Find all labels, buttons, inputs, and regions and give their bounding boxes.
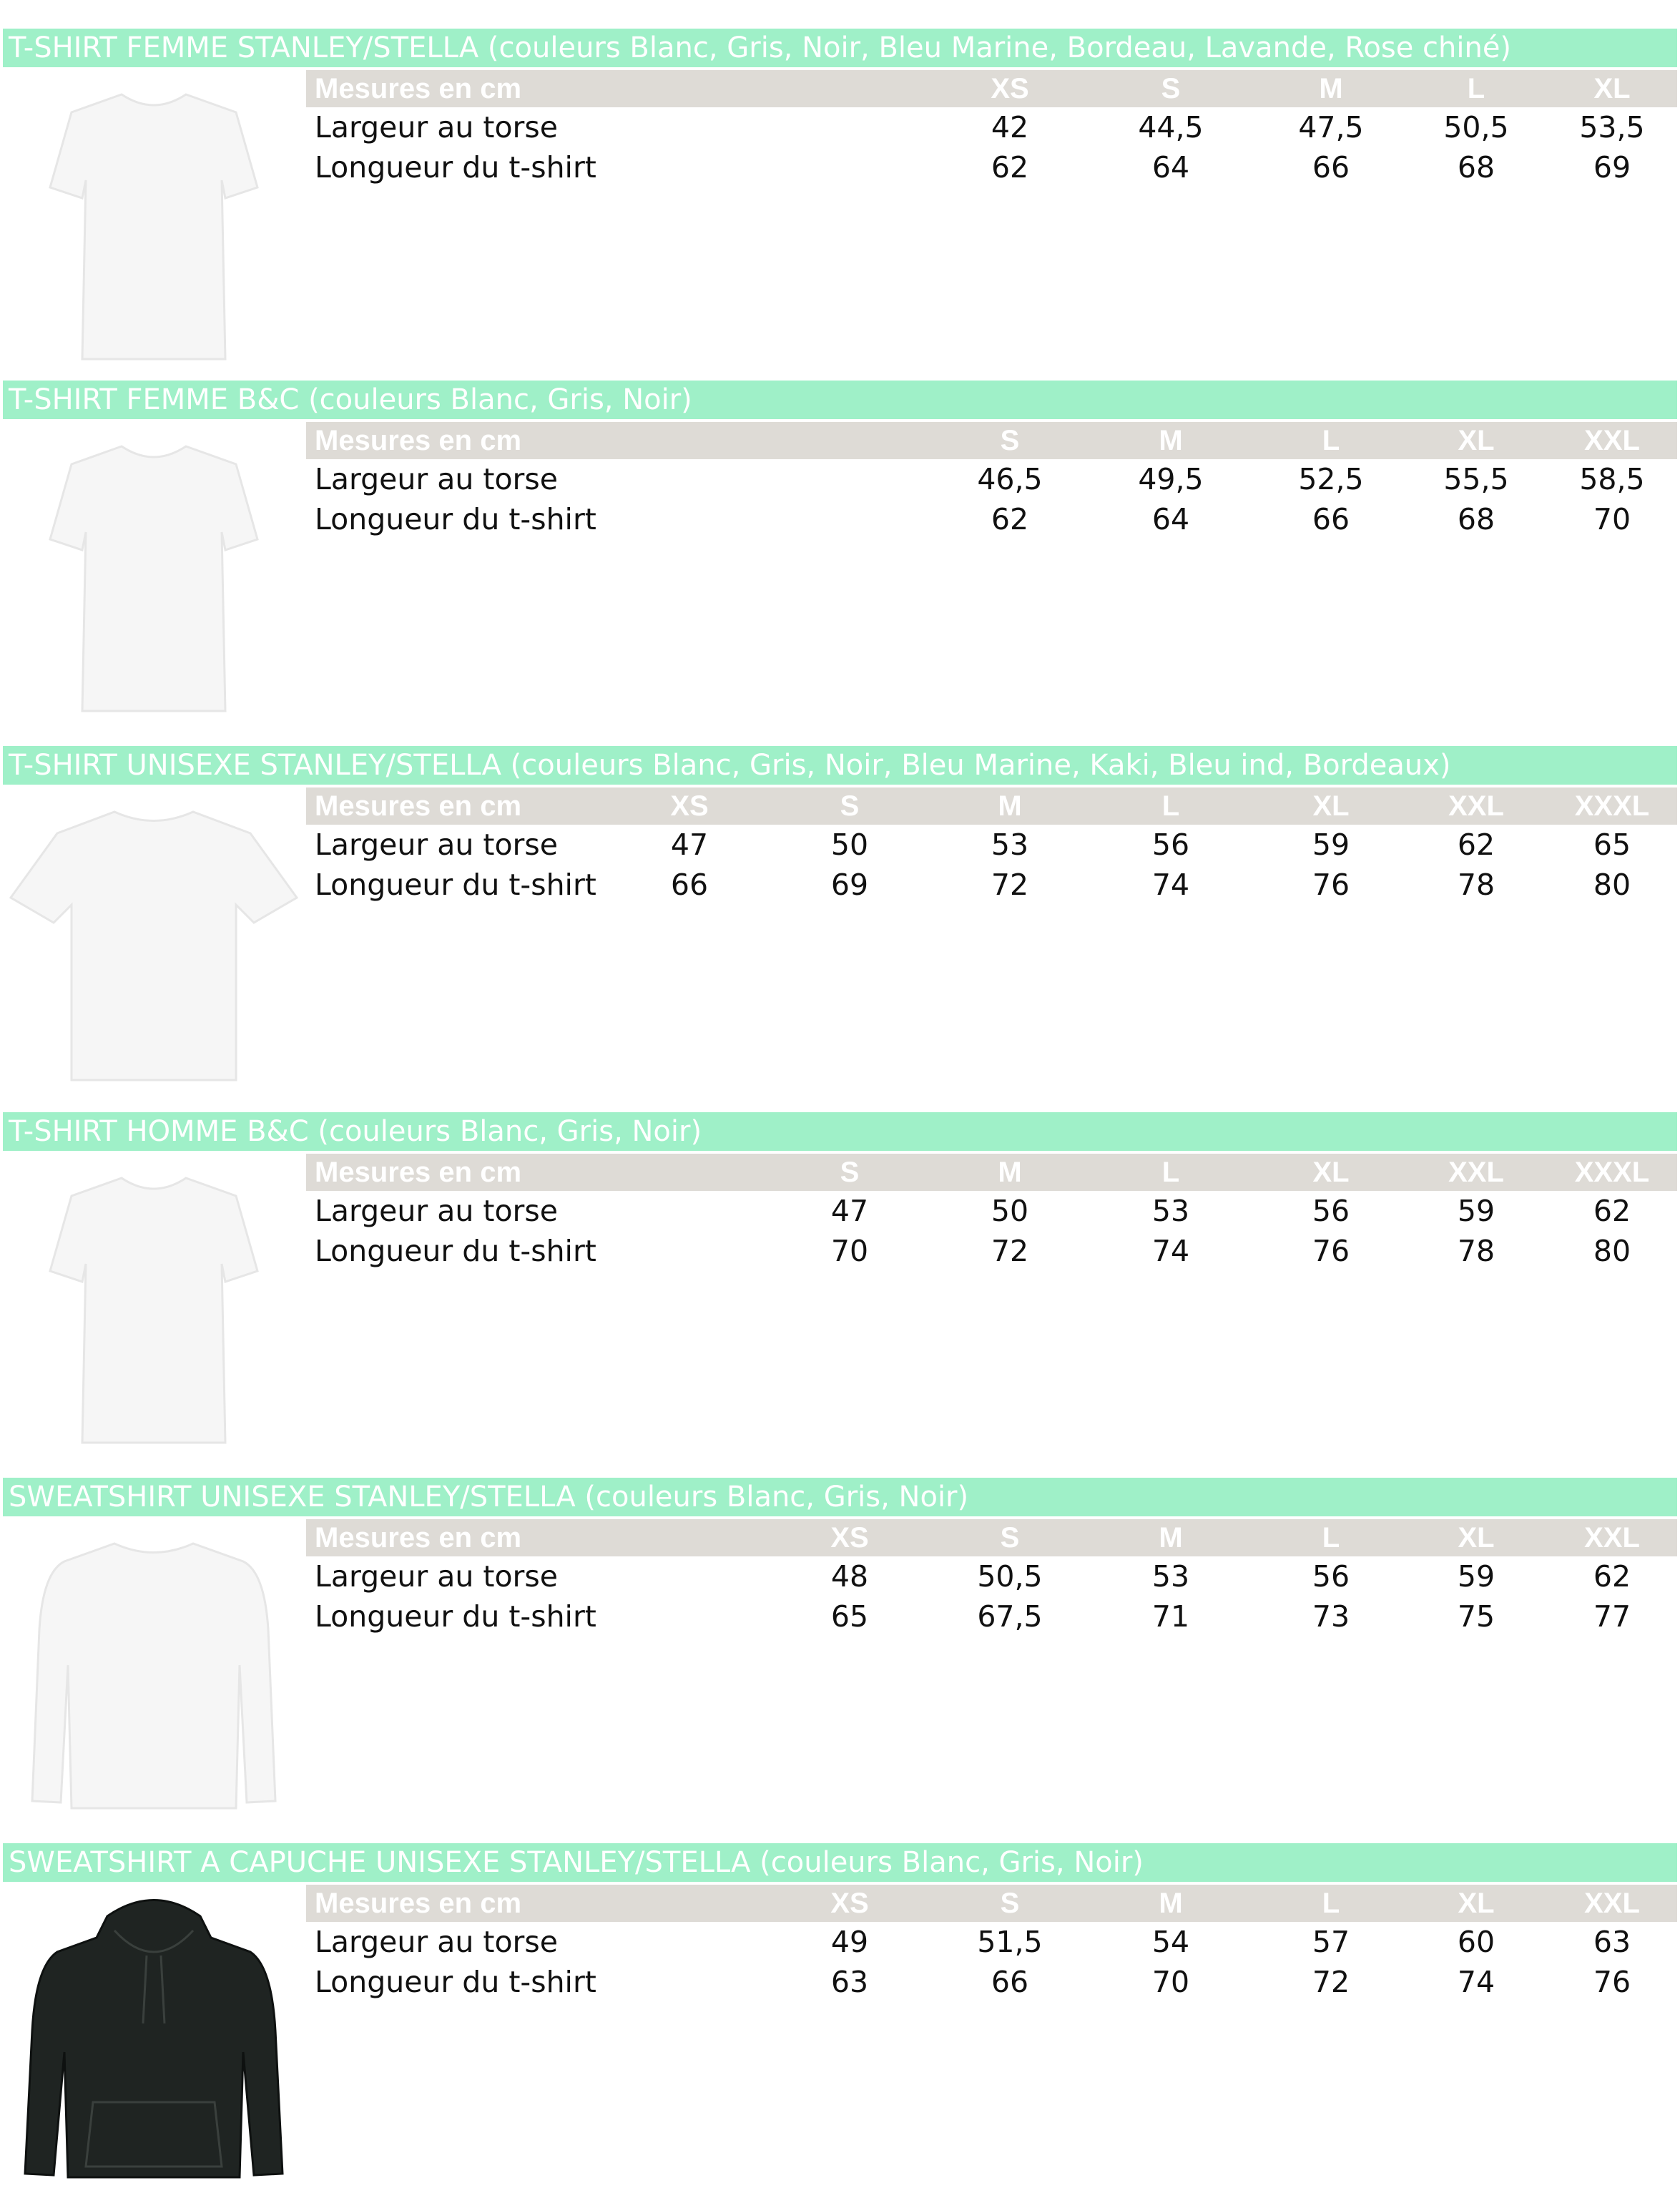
- table-row: [306, 1922, 1677, 1962]
- measure-cell: 62: [1593, 1559, 1631, 1594]
- table-row: [306, 825, 1677, 865]
- size-header-cell: M: [1319, 73, 1343, 104]
- header-label: Mesures en cm: [315, 425, 522, 456]
- size-section: [0, 1112, 1680, 1477]
- measure-cell: 64: [1151, 150, 1190, 185]
- section-title: T-SHIRT UNISEXE STANLEY/STELLA (couleurs Blanc, Gris, Noir, Bleu Marine, Kaki, Bleu ind, Bordeaux): [3, 746, 1677, 785]
- table-row: [306, 499, 1677, 539]
- size-header-cell: XXL: [1584, 1522, 1640, 1554]
- measure-cell: 56: [1312, 1559, 1350, 1594]
- row-label: Longueur du t-shirt: [315, 502, 596, 536]
- size-section: [0, 746, 1680, 1111]
- size-header-cell: XL: [1593, 73, 1631, 104]
- measure-cell: 76: [1312, 1234, 1350, 1268]
- measure-cell: 59: [1457, 1559, 1495, 1594]
- size-header-cell: S: [1000, 1522, 1020, 1554]
- measure-cell: 71: [1151, 1599, 1190, 1634]
- table-row: [306, 1556, 1677, 1596]
- measure-cell: 50: [830, 828, 869, 862]
- measure-cell: 69: [1593, 150, 1631, 185]
- table-row: [306, 459, 1677, 499]
- size-header-cell: XXXL: [1574, 790, 1650, 822]
- measure-cell: 76: [1312, 868, 1350, 902]
- measure-cell: 53,5: [1579, 110, 1645, 144]
- measure-cell: 75: [1457, 1599, 1495, 1634]
- size-header-cell: XXXL: [1574, 1157, 1650, 1188]
- section-title: T-SHIRT FEMME B&C (couleurs Blanc, Gris, Noir): [3, 381, 1677, 419]
- size-header-cell: XXL: [1584, 1888, 1640, 1919]
- measure-cell: 59: [1312, 828, 1350, 862]
- measure-cell: 74: [1151, 1234, 1190, 1268]
- measure-cell: 53: [1151, 1194, 1190, 1228]
- measure-cell: 57: [1312, 1925, 1350, 1959]
- size-header-cell: M: [998, 790, 1022, 822]
- measure-cell: 58,5: [1579, 462, 1645, 496]
- measure-cell: 62: [1593, 1194, 1631, 1228]
- size-table: [306, 1154, 1677, 1271]
- row-label: Longueur du t-shirt: [315, 1234, 596, 1268]
- measure-cell: 64: [1151, 502, 1190, 536]
- size-header-cell: XL: [1458, 1888, 1495, 1919]
- measure-cell: 66: [991, 1965, 1029, 1999]
- measure-cell: 53: [991, 828, 1029, 862]
- table-header-row: [306, 787, 1677, 825]
- measure-cell: 66: [1312, 502, 1350, 536]
- size-header-cell: XS: [830, 1522, 869, 1554]
- size-header-cell: M: [1159, 1888, 1183, 1919]
- size-table: [306, 422, 1677, 539]
- row-label: Largeur au torse: [315, 828, 558, 862]
- table-row: [306, 1231, 1677, 1271]
- size-header-cell: L: [1161, 790, 1180, 822]
- measure-cell: 46,5: [977, 462, 1043, 496]
- tshirt-unisex-white-icon: [7, 790, 300, 1091]
- header-label: Mesures en cm: [315, 1522, 522, 1554]
- header-label: Mesures en cm: [315, 73, 522, 104]
- size-header-cell: L: [1467, 73, 1485, 104]
- size-table: [306, 70, 1677, 187]
- measure-cell: 51,5: [977, 1925, 1043, 1959]
- table-header-row: [306, 1154, 1677, 1191]
- measure-cell: 47: [830, 1194, 869, 1228]
- measure-cell: 44,5: [1138, 110, 1204, 144]
- row-label: Largeur au torse: [315, 462, 558, 496]
- measure-cell: 47,5: [1298, 110, 1364, 144]
- measure-cell: 77: [1593, 1599, 1631, 1634]
- measure-cell: 70: [830, 1234, 869, 1268]
- measure-cell: 49,5: [1138, 462, 1204, 496]
- measure-cell: 62: [991, 502, 1029, 536]
- sweatshirt-white-icon: [7, 1522, 300, 1822]
- size-section: [0, 381, 1680, 745]
- size-header-cell: L: [1161, 1157, 1180, 1188]
- row-label: Longueur du t-shirt: [315, 1965, 596, 1999]
- measure-cell: 65: [1593, 828, 1631, 862]
- measure-cell: 49: [830, 1925, 869, 1959]
- table-row: [306, 147, 1677, 187]
- table-row: [306, 1962, 1677, 2002]
- section-title: SWEATSHIRT A CAPUCHE UNISEXE STANLEY/STELLA (couleurs Blanc, Gris, Noir): [3, 1843, 1677, 1882]
- measure-cell: 69: [830, 868, 869, 902]
- size-header-cell: L: [1322, 425, 1340, 456]
- row-label: Largeur au torse: [315, 110, 558, 144]
- size-section: [0, 29, 1680, 393]
- measure-cell: 56: [1312, 1194, 1350, 1228]
- measure-cell: 59: [1457, 1194, 1495, 1228]
- measure-cell: 67,5: [977, 1599, 1043, 1634]
- measure-cell: 62: [991, 150, 1029, 185]
- tshirt-men-white-icon: [7, 1157, 300, 1457]
- row-label: Largeur au torse: [315, 1194, 558, 1228]
- row-label: Longueur du t-shirt: [315, 150, 596, 185]
- size-table: [306, 1519, 1677, 1637]
- size-header-cell: S: [1161, 73, 1181, 104]
- size-header-cell: S: [1000, 1888, 1020, 1919]
- measure-cell: 73: [1312, 1599, 1350, 1634]
- table-row: [306, 1596, 1677, 1637]
- size-header-cell: XL: [1458, 425, 1495, 456]
- measure-cell: 52,5: [1298, 462, 1364, 496]
- measure-cell: 70: [1593, 502, 1631, 536]
- measure-cell: 72: [991, 868, 1029, 902]
- size-header-cell: L: [1322, 1888, 1340, 1919]
- size-header-cell: S: [840, 1157, 860, 1188]
- measure-cell: 66: [670, 868, 709, 902]
- measure-cell: 55,5: [1443, 462, 1509, 496]
- measure-cell: 56: [1151, 828, 1190, 862]
- size-header-cell: M: [1159, 425, 1183, 456]
- size-header-cell: XS: [670, 790, 709, 822]
- size-section: [0, 1843, 1680, 2208]
- header-label: Mesures en cm: [315, 1888, 522, 1919]
- measure-cell: 63: [830, 1965, 869, 1999]
- size-header-cell: M: [998, 1157, 1022, 1188]
- size-header-cell: XXL: [1448, 1157, 1504, 1188]
- table-row: [306, 1191, 1677, 1231]
- section-title: SWEATSHIRT UNISEXE STANLEY/STELLA (couleurs Blanc, Gris, Noir): [3, 1478, 1677, 1516]
- measure-cell: 48: [830, 1559, 869, 1594]
- header-label: Mesures en cm: [315, 790, 522, 822]
- section-title: T-SHIRT FEMME STANLEY/STELLA (couleurs Blanc, Gris, Noir, Bleu Marine, Bordeau, Lavande, Rose chiné): [3, 29, 1677, 67]
- size-table: [306, 787, 1677, 905]
- measure-cell: 50,5: [977, 1559, 1043, 1594]
- size-header-cell: L: [1322, 1522, 1340, 1554]
- measure-cell: 50,5: [1443, 110, 1509, 144]
- size-table: [306, 1885, 1677, 2002]
- measure-cell: 76: [1593, 1965, 1631, 1999]
- row-label: Largeur au torse: [315, 1559, 558, 1594]
- measure-cell: 68: [1457, 150, 1495, 185]
- size-header-cell: XS: [991, 73, 1029, 104]
- measure-cell: 62: [1457, 828, 1495, 862]
- table-header-row: [306, 1519, 1677, 1556]
- size-section: [0, 1478, 1680, 1843]
- measure-cell: 78: [1457, 868, 1495, 902]
- table-row: [306, 865, 1677, 905]
- measure-cell: 42: [991, 110, 1029, 144]
- row-label: Longueur du t-shirt: [315, 1599, 596, 1634]
- measure-cell: 80: [1593, 868, 1631, 902]
- tshirt-women-white-icon: [7, 73, 300, 373]
- measure-cell: 80: [1593, 1234, 1631, 1268]
- measure-cell: 50: [991, 1194, 1029, 1228]
- size-header-cell: XL: [1312, 790, 1350, 822]
- measure-cell: 72: [1312, 1965, 1350, 1999]
- measure-cell: 54: [1151, 1925, 1190, 1959]
- measure-cell: 53: [1151, 1559, 1190, 1594]
- size-header-cell: XXL: [1448, 790, 1504, 822]
- measure-cell: 47: [670, 828, 709, 862]
- table-row: [306, 107, 1677, 147]
- table-header-row: [306, 422, 1677, 459]
- measure-cell: 63: [1593, 1925, 1631, 1959]
- size-header-cell: XS: [830, 1888, 869, 1919]
- size-header-cell: M: [1159, 1522, 1183, 1554]
- measure-cell: 65: [830, 1599, 869, 1634]
- measure-cell: 70: [1151, 1965, 1190, 1999]
- measure-cell: 74: [1457, 1965, 1495, 1999]
- section-title: T-SHIRT HOMME B&C (couleurs Blanc, Gris, Noir): [3, 1112, 1677, 1151]
- hoodie-black-icon: [7, 1888, 300, 2188]
- measure-cell: 74: [1151, 868, 1190, 902]
- measure-cell: 68: [1457, 502, 1495, 536]
- measure-cell: 66: [1312, 150, 1350, 185]
- size-header-cell: XL: [1458, 1522, 1495, 1554]
- size-header-cell: XXL: [1584, 425, 1640, 456]
- measure-cell: 72: [991, 1234, 1029, 1268]
- size-header-cell: XL: [1312, 1157, 1350, 1188]
- size-header-cell: S: [840, 790, 860, 822]
- row-label: Longueur du t-shirt: [315, 868, 596, 902]
- table-header-row: [306, 70, 1677, 107]
- row-label: Largeur au torse: [315, 1925, 558, 1959]
- tshirt-women-white-icon: [7, 425, 300, 725]
- size-header-cell: S: [1000, 425, 1020, 456]
- measure-cell: 60: [1457, 1925, 1495, 1959]
- table-header-row: [306, 1885, 1677, 1922]
- measure-cell: 78: [1457, 1234, 1495, 1268]
- header-label: Mesures en cm: [315, 1157, 522, 1188]
